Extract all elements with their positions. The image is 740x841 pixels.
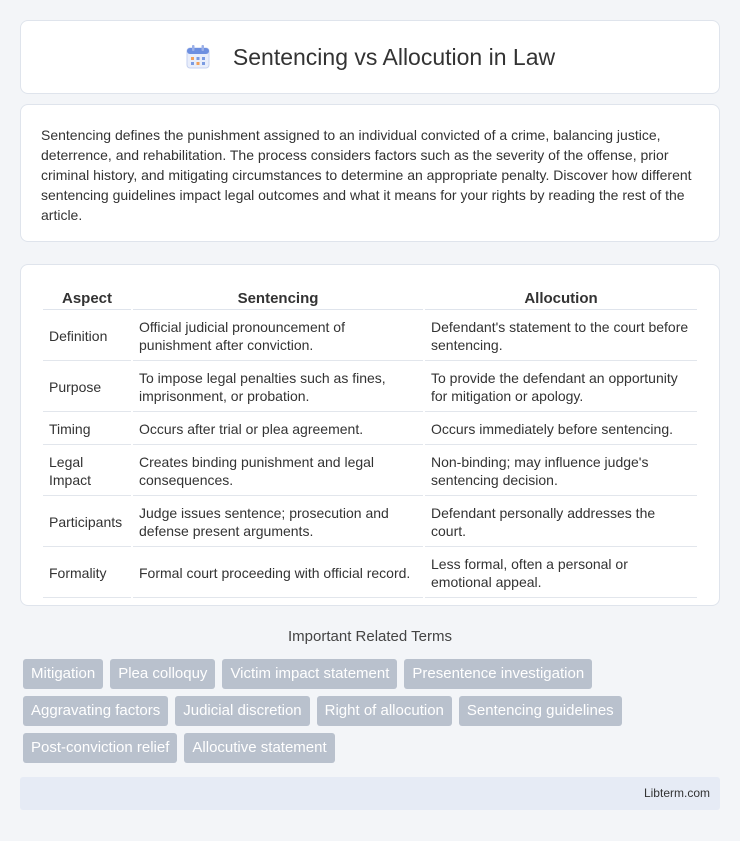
table-row [43, 363, 697, 412]
related-term-tag[interactable]: Allocutive statement [184, 733, 334, 763]
related-term-tag[interactable]: Aggravating factors [23, 696, 168, 726]
table-row [43, 312, 697, 361]
table-row [43, 414, 697, 445]
comparison-table-card [20, 264, 720, 606]
sentencing-cell: Judge issues sentence; prosecution and defense present arguments. [133, 498, 423, 547]
table-header-row [43, 287, 697, 310]
footer-site-link[interactable]: Libterm.com [643, 786, 710, 800]
sentencing-cell: To impose legal penalties such as fines, imprisonment, or probation. [133, 363, 423, 412]
column-header-aspect: Aspect [43, 287, 131, 310]
footer [20, 777, 720, 810]
sentencing-cell: Occurs after trial or plea agreement. [133, 414, 423, 445]
table-row [43, 498, 697, 547]
page-title: Sentencing vs Allocution in Law [232, 43, 556, 70]
allocution-cell: To provide the defendant an opportunity for mitigation or apology. [425, 363, 697, 412]
allocution-cell: Defendant's statement to the court before sentencing. [425, 312, 697, 361]
related-term-tag[interactable]: Plea colloquy [110, 659, 215, 689]
related-terms-title: Important Related Terms [288, 628, 452, 645]
allocution-cell: Non-binding; may influence judge's sentencing decision. [425, 447, 697, 496]
allocution-cell: Occurs immediately before sentencing. [425, 414, 697, 445]
related-term-tag[interactable]: Right of allocution [317, 696, 452, 726]
related-term-tag[interactable]: Judicial discretion [175, 696, 309, 726]
aspect-cell: Definition [43, 312, 131, 361]
intro-card [20, 104, 720, 242]
column-header-sentencing: Sentencing [133, 287, 423, 310]
related-term-tag[interactable]: Presentence investigation [404, 659, 592, 689]
allocution-cell: Less formal, often a personal or emotional appeal. [425, 549, 697, 598]
related-term-tag[interactable]: Victim impact statement [222, 659, 397, 689]
table-row [43, 447, 697, 496]
intro-text: Sentencing defines the punishment assigned to an individual convicted of a crime, balancing justice, deterrence, and rehabilitation. The process considers factors such as the severity of the offense, prior criminal history, and mitigating circumstances to determine an appropriate penalty. Discover how different sentencing guidelines impact legal outcomes and what it means for your rights by reading the rest of the article. [41, 127, 692, 223]
sentencing-cell: Formal court proceeding with official record. [133, 549, 423, 598]
aspect-cell: Purpose [43, 363, 131, 412]
table-row [43, 549, 697, 598]
column-header-allocution: Allocution [425, 287, 697, 310]
related-terms-list [23, 659, 723, 770]
related-term-tag[interactable]: Sentencing guidelines [459, 696, 622, 726]
allocution-cell: Defendant personally addresses the court. [425, 498, 697, 547]
aspect-cell: Participants [43, 498, 131, 547]
sentencing-cell: Creates binding punishment and legal consequences. [133, 447, 423, 496]
aspect-cell: Legal Impact [43, 447, 131, 496]
aspect-cell: Timing [43, 414, 131, 445]
header-card [20, 20, 720, 94]
comparison-table [41, 285, 699, 600]
aspect-cell: Formality [43, 549, 131, 598]
calendar-icon [185, 44, 211, 70]
sentencing-cell: Official judicial pronouncement of punishment after conviction. [133, 312, 423, 361]
related-term-tag[interactable]: Post-conviction relief [23, 733, 177, 763]
related-term-tag[interactable]: Mitigation [23, 659, 103, 689]
